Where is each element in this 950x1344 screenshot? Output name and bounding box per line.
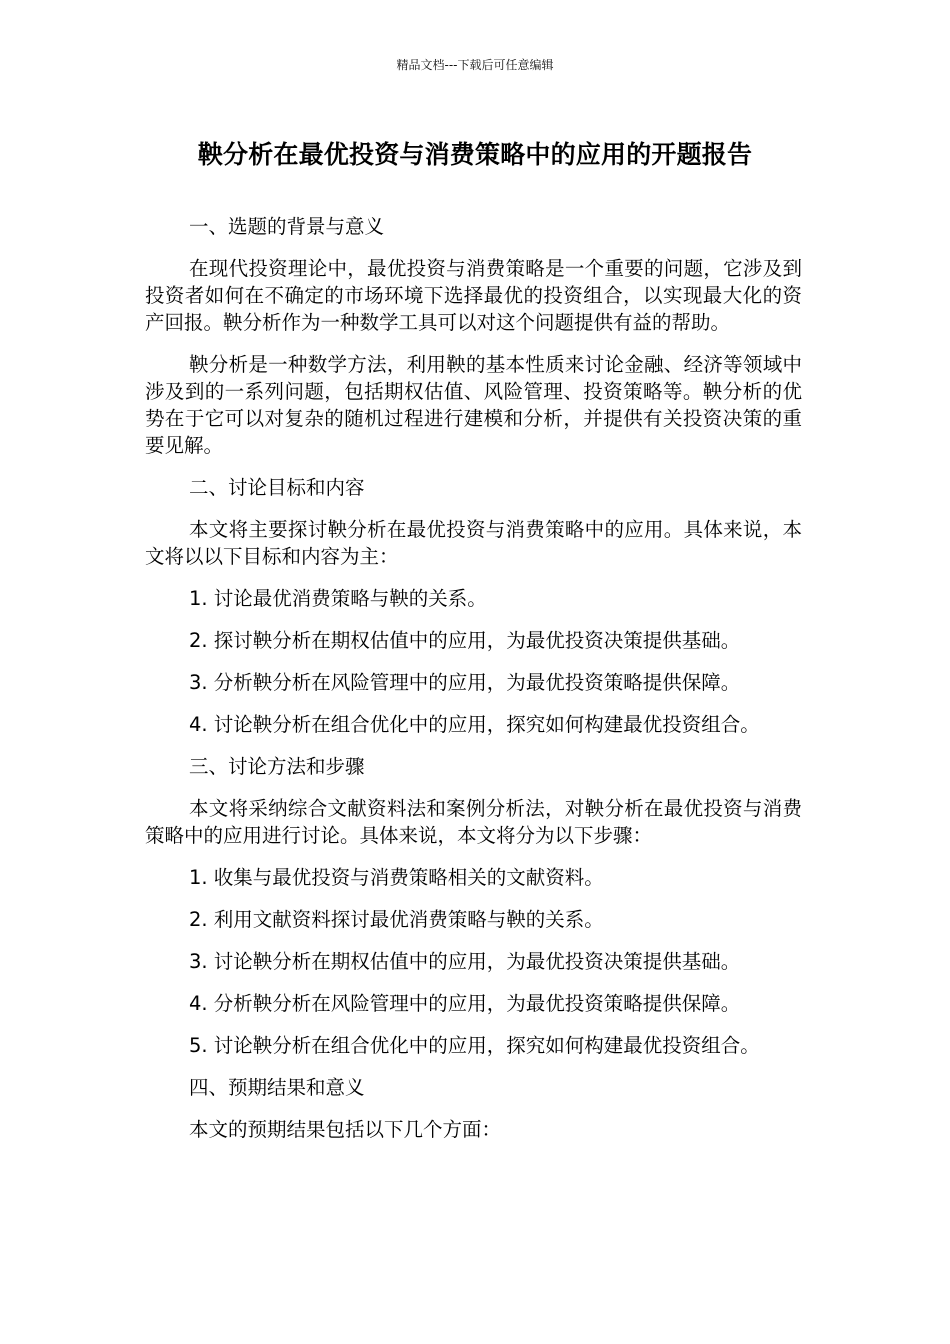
paragraph-background-2: 鞅分析是一种数学方法，利用鞅的基本性质来讨论金融、经济等领域中涉及到的一系列问题，包括期权估值、风险管理、投资策略等。鞅分析的优势在于它可以对复杂的随机过程进行建模和分析，并提供有关投资决策的重要见解。	[145, 353, 802, 457]
goal-item-1: 1. 讨论最优消费策略与鞅的关系。	[189, 587, 487, 610]
section-heading-goals: 二、讨论目标和内容	[189, 476, 365, 499]
method-step-3: 3. 讨论鞅分析在期权估值中的应用，为最优投资决策提供基础。	[189, 950, 741, 973]
section-heading-results: 四、预期结果和意义	[189, 1076, 365, 1099]
method-step-4: 4. 分析鞅分析在风险管理中的应用，为最优投资策略提供保障。	[189, 992, 741, 1015]
paragraph-methods-intro: 本文将采纳综合文献资料法和案例分析法，对鞅分析在最优投资与消费策略中的应用进行讨论。具体来说，本文将分为以下步骤：	[145, 797, 802, 847]
document-title: 鞅分析在最优投资与消费策略中的应用的开题报告	[197, 140, 753, 169]
document-body	[145, 213, 802, 1158]
paragraph-results-intro: 本文的预期结果包括以下几个方面：	[189, 1118, 502, 1141]
section-heading-methods: 三、讨论方法和步骤	[189, 755, 365, 778]
section-heading-background: 一、选题的背景与意义	[189, 215, 385, 238]
paragraph-background-1: 在现代投资理论中，最优投资与消费策略是一个重要的问题，它涉及到投资者如何在不确定的市场环境下选择最优的投资组合，以实现最大化的资产回报。鞅分析作为一种数学工具可以对这个问题提供有益的帮助。	[145, 257, 802, 334]
page-header: 精品文档---下载后可任意编辑	[396, 58, 554, 72]
method-step-5: 5. 讨论鞅分析在组合优化中的应用，探究如何构建最优投资组合。	[189, 1034, 760, 1057]
goal-item-3: 3. 分析鞅分析在风险管理中的应用，为最优投资策略提供保障。	[189, 671, 741, 694]
goal-item-4: 4. 讨论鞅分析在组合优化中的应用，探究如何构建最优投资组合。	[189, 713, 760, 736]
paragraph-goals-intro: 本文将主要探讨鞅分析在最优投资与消费策略中的应用。具体来说，本文将以以下目标和内容为主：	[145, 518, 802, 568]
method-step-1: 1. 收集与最优投资与消费策略相关的文献资料。	[189, 866, 604, 889]
goal-item-2: 2. 探讨鞅分析在期权估值中的应用，为最优投资决策提供基础。	[189, 629, 741, 652]
method-step-2: 2. 利用文献资料探讨最优消费策略与鞅的关系。	[189, 908, 604, 931]
